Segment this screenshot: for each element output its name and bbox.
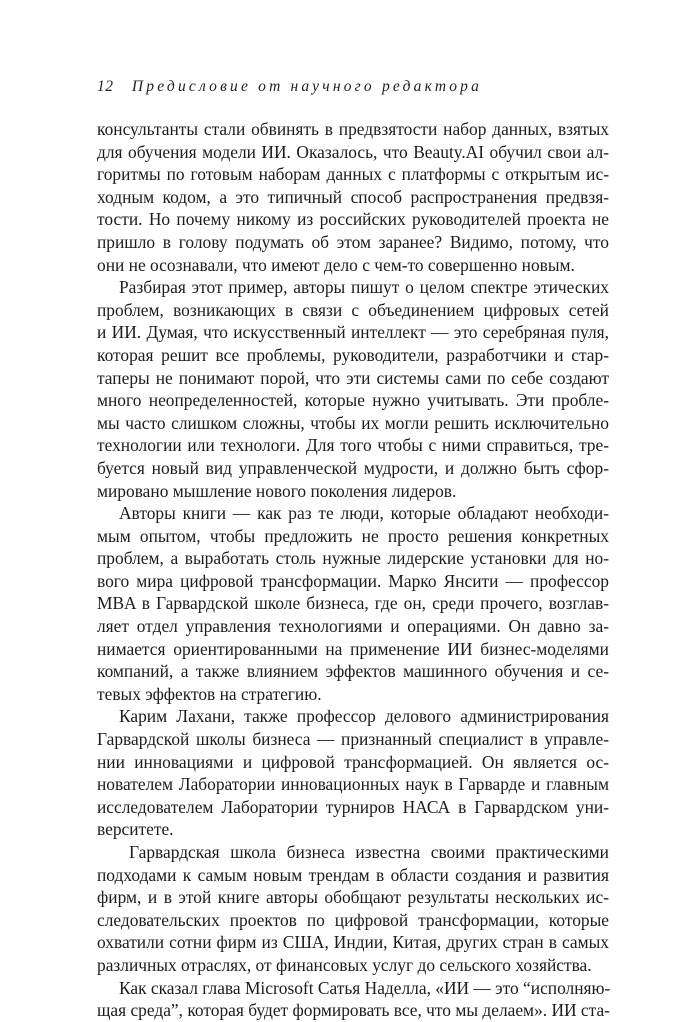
text-line: Гарвардская школа бизнеса известна своими практическими <box>129 842 609 862</box>
running-header <box>97 78 482 96</box>
text-line: мировано мышление нового поколения лидеров. <box>97 480 457 501</box>
text-line: технологии или технологи. Для того чтобы с ними справиться, тре- <box>97 435 609 456</box>
paragraph <box>97 705 609 841</box>
running-title: Предисловие от научного редактора <box>131 78 483 95</box>
text-line: Разбирая этот пример, авторы пишут о целом спектре этических <box>119 277 609 298</box>
text-line: консультанты стали обвинять в предвзятости набор данных, взятых <box>97 119 609 139</box>
text-line: нимается ориентированными на применение ИИ бизнес-моделями <box>97 638 609 659</box>
paragraph <box>97 276 609 502</box>
text-line: нователем Лаборатории инновационных наук в Гарварде и главным <box>97 774 609 795</box>
text-line: верситете. <box>97 819 174 840</box>
paragraph <box>97 977 609 1022</box>
text-line: ходным кодом, а это типичный способ распространения предвзя- <box>97 186 609 207</box>
paragraph <box>97 841 609 977</box>
text-line: таперы не понимают порой, что эти системы сами по себе создают <box>97 367 609 388</box>
text-line: Гарвардской школы бизнеса — признанный специалист в управле- <box>97 729 609 750</box>
text-line: буется новый вид управленческой мудрости, и должно быть сфор- <box>97 457 609 478</box>
page-number: 12 <box>97 78 114 95</box>
text-line: они не осознавали, что имеют дело с чем-то совершенно новым. <box>97 254 575 275</box>
text-line: Карим Лахани, также профессор делового администрирования <box>119 706 609 727</box>
text-line: которая решит все проблемы, руководители, разработчики и стар- <box>97 344 609 365</box>
text-line: ляет отдел управления технологиями и операциями. Он давно за- <box>97 616 609 637</box>
text-line: тевых эффектов на стратегию. <box>97 683 322 704</box>
text-line: пришло в голову подумать об этом заранее? Видимо, потому, что <box>97 231 609 252</box>
text-line: исследователем Лаборатории турниров НАСА в Гарвардском уни- <box>97 796 609 817</box>
text-line: мым опытом, чтобы предложить не просто решения конкретных <box>97 525 609 546</box>
paragraph <box>97 118 609 276</box>
text-line: охватили сотни фирм из США, Индии, Китая, других стран в самых <box>97 932 609 953</box>
text-line: следовательских проектов по цифровой трансформации, которые <box>97 909 609 930</box>
text-line: Авторы книги — как раз те люди, которые обладают необходи- <box>119 503 609 524</box>
text-line: компаний, а также влиянием эффектов машинного обучения и се- <box>97 661 609 682</box>
paragraph <box>97 502 609 705</box>
text-line: подходами к самым новым трендам в области создания и развития <box>97 864 609 885</box>
text-line: для обучения модели ИИ. Оказалось, что Beauty.AI обучил свои ал- <box>97 141 609 162</box>
text-line: нии инновациями и цифровой трансформацией. Он является ос- <box>97 751 609 772</box>
body-text <box>97 118 609 1022</box>
text-line: Как сказал глава Microsoft Сатья Наделла, «ИИ — это “исполняю- <box>119 977 611 998</box>
text-line: проблем, возникающих в связи с объединением цифровых сетей <box>97 299 609 320</box>
text-line: различных отраслях, от финансовых услуг до сельского хозяйства. <box>97 954 592 975</box>
text-line: тости. Но почему никому из российских руководителей проекта не <box>97 209 609 230</box>
text-line: проблем, а выработать столь нужные лидерские установки для но- <box>97 548 609 569</box>
text-line: мы часто слишком сложны, чтобы их могли решить исключительно <box>97 412 609 433</box>
text-line: много неопределенностей, которые нужно учитывать. Эти пробле- <box>97 390 609 411</box>
text-line: щая среда”, которая будет формировать все, что мы делаем». ИИ ста- <box>97 1000 610 1021</box>
text-line: горитмы по готовым наборам данных с платформы с открытым ис- <box>97 164 609 185</box>
text-line: и ИИ. Думая, что искусственный интеллект — это серебряная пуля, <box>97 322 609 343</box>
text-line: вого мира цифровой трансформации. Марко Янсити — профессор <box>97 570 609 591</box>
text-line: MBA в Гарвардской школе бизнеса, где он, среди прочего, возглав- <box>97 593 609 614</box>
text-line: фирм, и в этой книге авторы обобщают результаты нескольких ис- <box>97 887 609 908</box>
